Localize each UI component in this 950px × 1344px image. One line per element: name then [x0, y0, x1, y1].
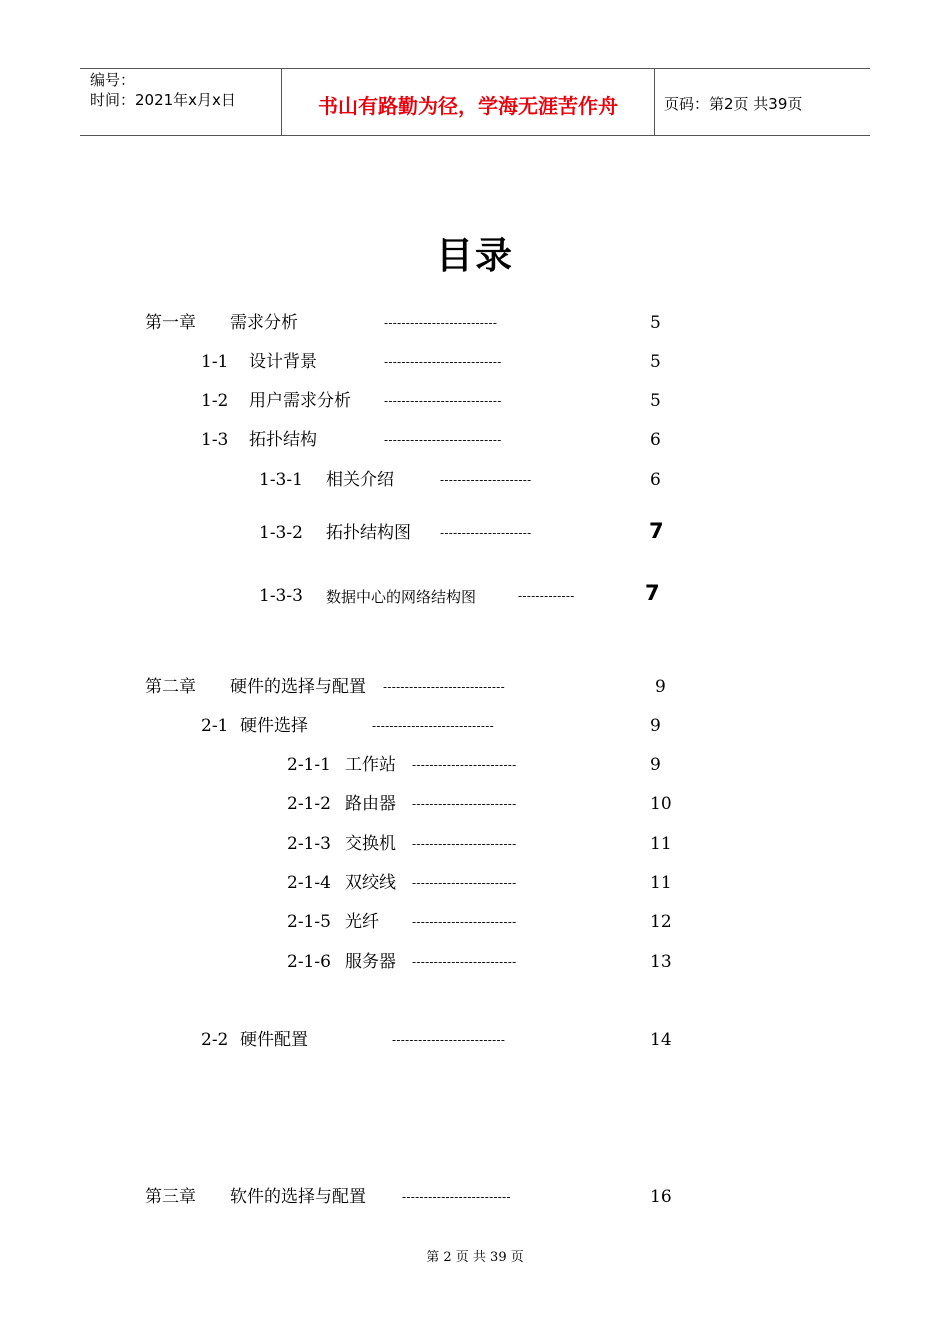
- toc-page: 10: [650, 794, 672, 814]
- toc-page: 5: [650, 313, 661, 333]
- toc-text: 光纤: [345, 912, 379, 932]
- page-footer: 第 2 页 共 39 页: [426, 1250, 524, 1265]
- toc-leader: ----------------------------: [372, 719, 494, 733]
- toc-leader: ------------------------: [412, 797, 517, 811]
- toc-leader: ---------------------: [440, 473, 532, 487]
- toc-leader: ---------------------------: [384, 355, 502, 369]
- toc-text: 硬件配置: [240, 1030, 308, 1050]
- toc-page: 6: [650, 430, 661, 450]
- toc-page: 14: [650, 1030, 672, 1050]
- toc-page: 11: [650, 834, 672, 854]
- toc-page: 5: [650, 352, 661, 372]
- header-bottom-rule: [80, 135, 870, 136]
- toc-text: 拓扑结构: [249, 430, 317, 450]
- toc-num: 2-1-4: [287, 873, 331, 893]
- toc-page: 12: [650, 912, 672, 932]
- toc-page: 7: [649, 519, 664, 543]
- toc-text: 硬件选择: [240, 716, 308, 736]
- toc-text: 硬件的选择与配置: [230, 677, 366, 697]
- toc-num: 第二章: [145, 677, 196, 697]
- header-motto: 书山有路勤为径，学海无涯苦作舟: [318, 94, 618, 118]
- toc-leader: ---------------------------: [384, 433, 502, 447]
- toc-page: 9: [650, 755, 661, 775]
- toc-page: 7: [645, 581, 660, 605]
- toc-text: 需求分析: [230, 313, 298, 333]
- toc-page: 9: [650, 716, 661, 736]
- toc-leader: --------------------------: [384, 316, 498, 330]
- toc-page: 13: [650, 952, 672, 972]
- toc-text: 路由器: [345, 794, 396, 814]
- toc-leader: ----------------------------: [383, 680, 505, 694]
- toc-text: 拓扑结构图: [326, 523, 411, 543]
- toc-text: 交换机: [345, 834, 396, 854]
- toc-num: 1-2: [201, 391, 229, 411]
- toc-page: 9: [655, 677, 666, 697]
- toc-num: 1-3-3: [259, 586, 303, 606]
- toc-text: 用户需求分析: [249, 391, 351, 411]
- toc-leader: ------------------------: [412, 758, 517, 772]
- toc-num: 2-1-3: [287, 834, 331, 854]
- toc-leader: ------------------------: [412, 837, 517, 851]
- toc-leader: ------------------------: [412, 955, 517, 969]
- toc-num: 第三章: [145, 1187, 196, 1207]
- toc-num: 1-1: [201, 352, 229, 372]
- toc-page: 5: [650, 391, 661, 411]
- header-number-label: 编号：: [90, 71, 136, 89]
- toc-num: 第一章: [145, 313, 196, 333]
- header-divider-right: [654, 68, 655, 136]
- toc-leader: ---------------------------: [384, 394, 502, 408]
- header-page-info: 页码：第2页 共39页: [664, 95, 803, 113]
- toc-num: 1-3-1: [259, 470, 303, 490]
- toc-text: 相关介绍: [326, 470, 394, 490]
- toc-num: 2-1-5: [287, 912, 331, 932]
- toc-num: 1-3: [201, 430, 229, 450]
- toc-text: 双绞线: [345, 873, 396, 893]
- toc-page: 16: [650, 1187, 672, 1207]
- toc-num: 1-3-2: [259, 523, 303, 543]
- toc-num: 2-2: [201, 1030, 229, 1050]
- toc-text: 工作站: [345, 755, 396, 775]
- toc-leader: ------------------------: [412, 915, 517, 929]
- toc-leader: -------------: [518, 589, 575, 603]
- header-time-label: 时间：2021年x月x日: [90, 91, 236, 109]
- page-title: 目录: [436, 234, 514, 277]
- toc-leader: -------------------------: [402, 1190, 511, 1204]
- toc-num: 2-1-6: [287, 952, 331, 972]
- toc-text: 设计背景: [249, 352, 317, 372]
- header-meta: [90, 70, 236, 110]
- toc-num: 2-1-2: [287, 794, 331, 814]
- toc-page: 6: [650, 470, 661, 490]
- toc-leader: ------------------------: [412, 876, 517, 890]
- toc-text: 软件的选择与配置: [230, 1187, 366, 1207]
- toc-page: 11: [650, 873, 672, 893]
- toc-text: 数据中心的网络结构图: [326, 588, 477, 606]
- toc-text: 服务器: [345, 952, 396, 972]
- toc-leader: ---------------------: [440, 526, 532, 540]
- toc-leader: --------------------------: [392, 1033, 506, 1047]
- header-top-rule: [80, 68, 870, 69]
- toc-num: 2-1: [201, 716, 229, 736]
- toc-num: 2-1-1: [287, 755, 331, 775]
